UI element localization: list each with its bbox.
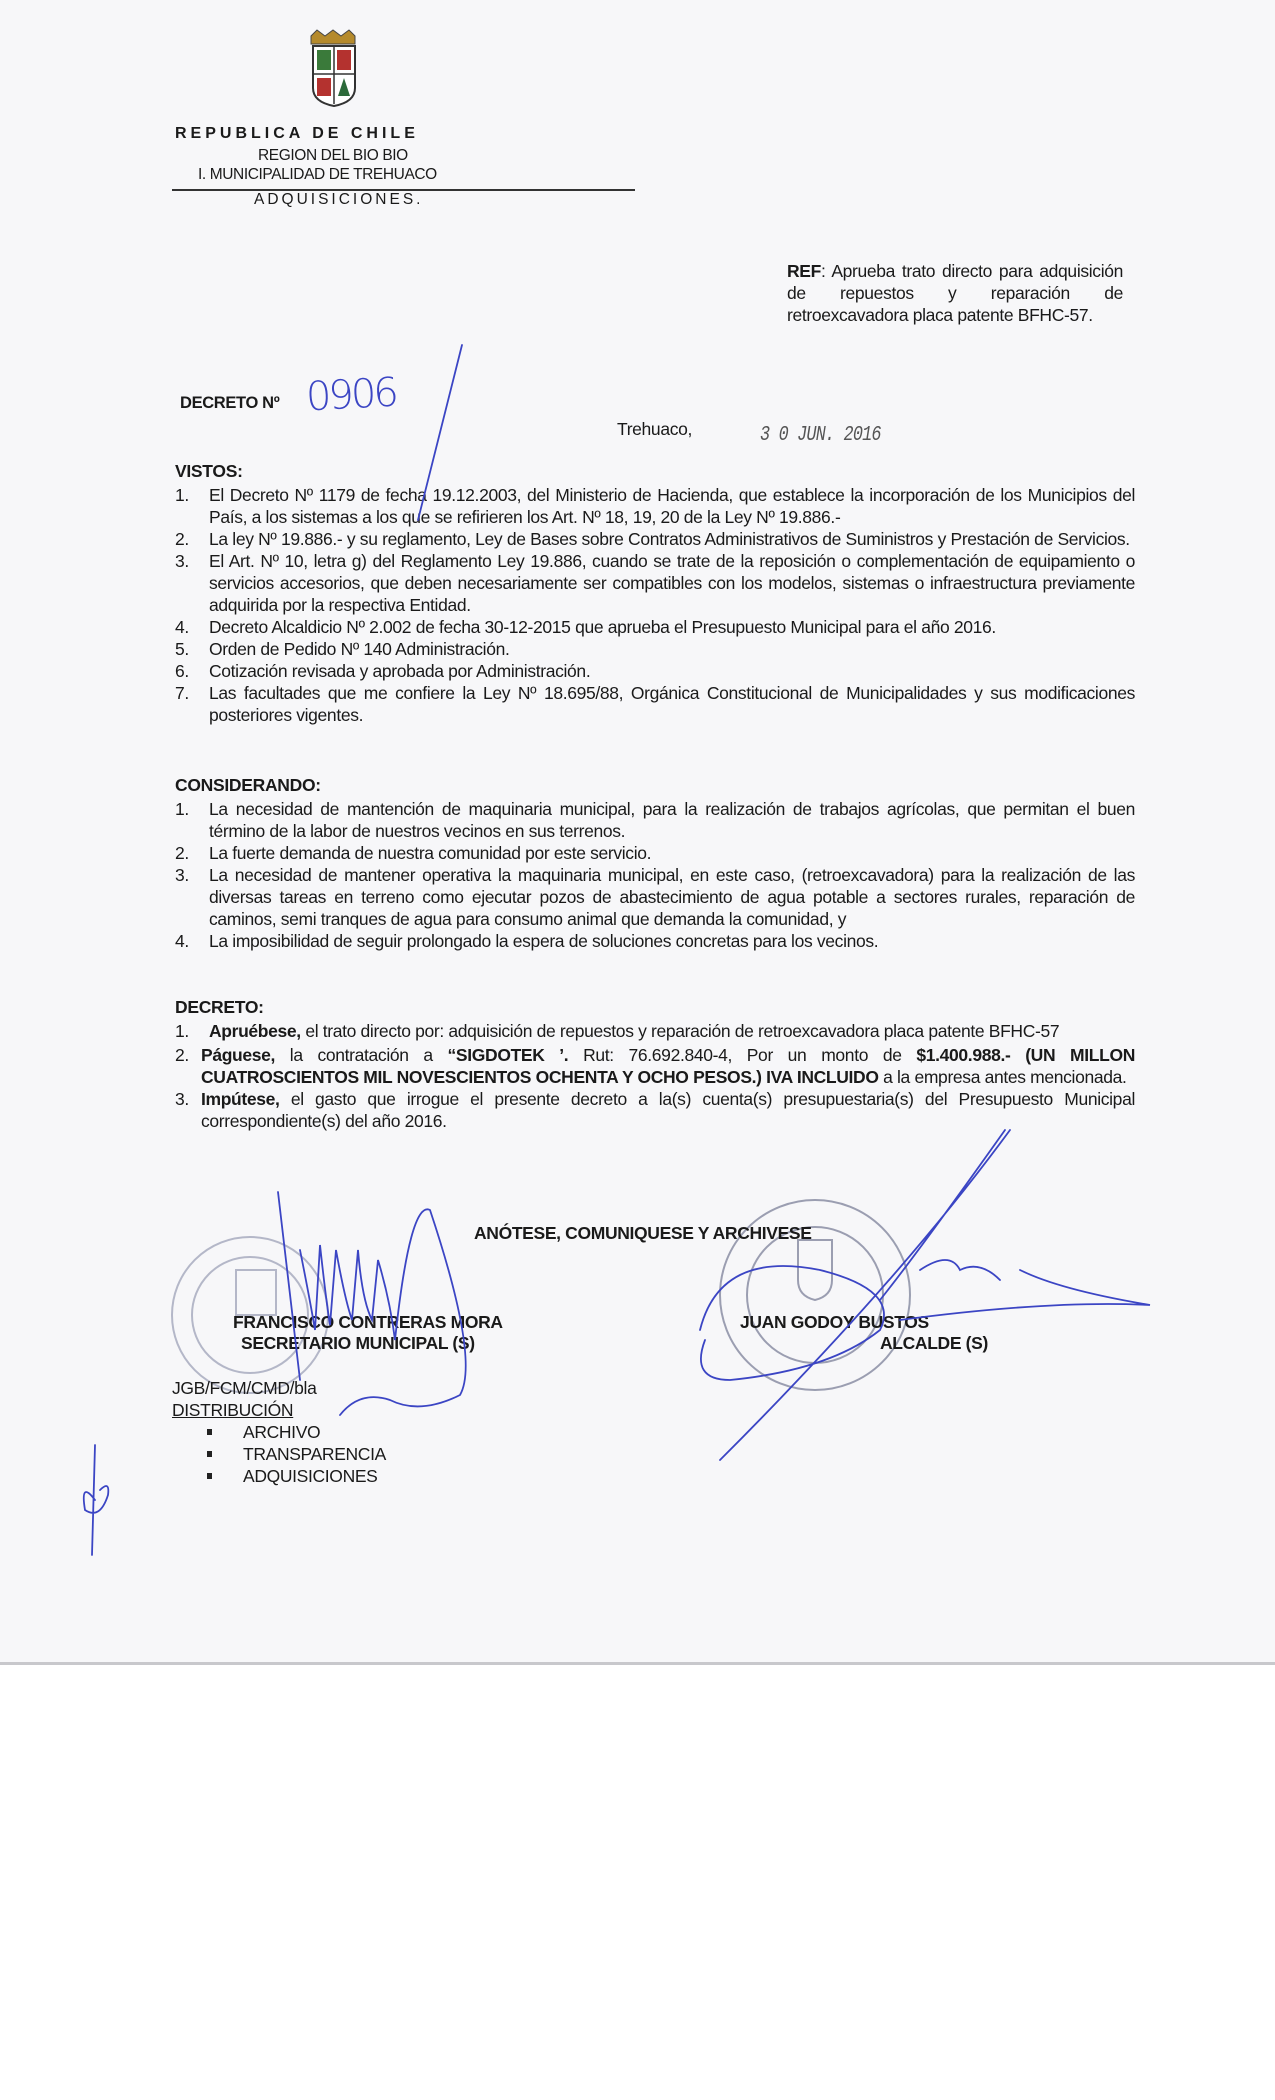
vistos-title: VISTOS:: [175, 461, 243, 481]
list-item: ARCHIVO: [243, 1421, 386, 1443]
ref-text: : Aprueba trato directo para adquisición de repuestos y reparación de retroexcavadora placa patente BFHC-57.: [787, 261, 1123, 325]
list-item: 3. La necesidad de mantener operativa la maquinaria municipal, en este caso, (retroexcavadora) para la realización de las diversas tareas en terreno como ejecutar pozos de abastecimiento de agua potable a sectores rurales, reparación de caminos, semi tranques de agua para consumo animal que demanda la comunidad, y: [175, 865, 1135, 929]
signatory-mayor-name: JUAN GODOY BUSTOS: [740, 1312, 929, 1332]
header-country: REPUBLICA DE CHILE: [175, 125, 419, 142]
list-item: 1. La necesidad de mantención de maquinaria municipal, para la realización de trabajos agrícolas, que permitan el buen término de la labor de nuestros vecinos en sus terrenos.: [175, 799, 1135, 841]
list-item: 5. Orden de Pedido Nº 140 Administración.: [175, 639, 510, 659]
header-region: REGION DEL BIO BIO: [258, 147, 408, 164]
decree-number-handwritten: 0906: [304, 369, 397, 421]
list-item: 2. Páguese, la contratación a “SIGDOTEK ’. Rut: 76.692.840-4, Por un monto de $1.400.988.- (UN MILLON CUATROSCIENTOS MIL NOVESCIENTOS OCHENTA Y OCHO PESOS.) IVA INCLUIDO a la empresa antes mencionada.: [175, 1045, 1135, 1087]
list-item: 1. Apruébese, el trato directo por: adquisición de repuestos y reparación de retroexcavadora placa patente BFHC-57: [175, 1021, 1060, 1041]
ref-label: REF: [787, 261, 821, 281]
list-item: 6. Cotización revisada y aprobada por Administración.: [175, 661, 591, 681]
signatory-mayor-title: ALCALDE (S): [880, 1333, 988, 1353]
list-item: ADQUISICIONES: [243, 1465, 386, 1487]
signatory-secretary-name: FRANCISCO CONTRERAS MORA: [233, 1312, 503, 1332]
reference-initials: JGB/FCM/CMD/bla: [172, 1378, 317, 1398]
decree-date-stamp: 3 0 JUN. 2016: [760, 424, 881, 447]
vistos-section: [175, 460, 1135, 726]
list-item: 1. El Decreto Nº 1179 de fecha 19.12.2003, del Ministerio de Hacienda, que establece la incorporación de los Municipios del País, a los sistemas a los que se refirieren los Art. Nº 18, 19, 20 de la Ley Nº 19.886.-: [175, 485, 1135, 527]
list-item: 3. Impútese, el gasto que irrogue el presente decreto a la(s) cuenta(s) presupuestaria(s) del Presupuesto Municipal correspondiente(s) del año 2016.: [175, 1089, 1135, 1131]
considerando-title: CONSIDERANDO:: [175, 775, 321, 795]
list-item: TRANSPARENCIA: [243, 1444, 386, 1464]
decreto-title: DECRETO:: [175, 997, 264, 1017]
distribution-list: [243, 1421, 386, 1487]
list-item: 7. Las facultades que me confiere la Ley Nº 18.695/88, Orgánica Constitucional de Municipalidades y sus modificaciones posteriores vigentes.: [175, 683, 1135, 725]
list-item: 3. El Art. Nº 10, letra g) del Reglamento Ley 19.886, cuando se trate de la reposición o complementación de equipamiento o servicios accesorios, que deben necesariamente ser compatibles con los modelos, sistemas o infraestructura previamente adquirida por la respectiva Entidad.: [175, 551, 1135, 615]
ref-block: [787, 260, 1123, 326]
considerando-section: [175, 774, 1135, 952]
header-municipality: I. MUNICIPALIDAD DE TREHUACO: [198, 166, 437, 183]
header-department: ADQUISICIONES.: [254, 191, 424, 208]
decree-place: Trehuaco,: [617, 419, 692, 439]
distribution-title: DISTRIBUCIÓN: [172, 1400, 294, 1420]
list-item: 4. La imposibilidad de seguir prolongado la espera de soluciones concretas para los vecinos.: [175, 931, 879, 951]
decreto-section: [175, 996, 1135, 1132]
closing-formula: ANÓTESE, COMUNIQUESE Y ARCHIVESE: [474, 1223, 812, 1243]
list-item: 2. La fuerte demanda de nuestra comunidad por este servicio.: [175, 843, 652, 863]
decree-label: DECRETO Nº: [180, 394, 280, 412]
list-item: 2. La ley Nº 19.886.- y su reglamento, Ley de Bases sobre Contratos Administrativos de Suministros y Prestación de Servicios.: [175, 529, 1130, 549]
list-item: 4. Decreto Alcaldicio Nº 2.002 de fecha 30-12-2015 que aprueba el Presupuesto Municipal para el año 2016.: [175, 617, 996, 637]
signatory-secretary-title: SECRETARIO MUNICIPAL (S): [241, 1333, 475, 1353]
